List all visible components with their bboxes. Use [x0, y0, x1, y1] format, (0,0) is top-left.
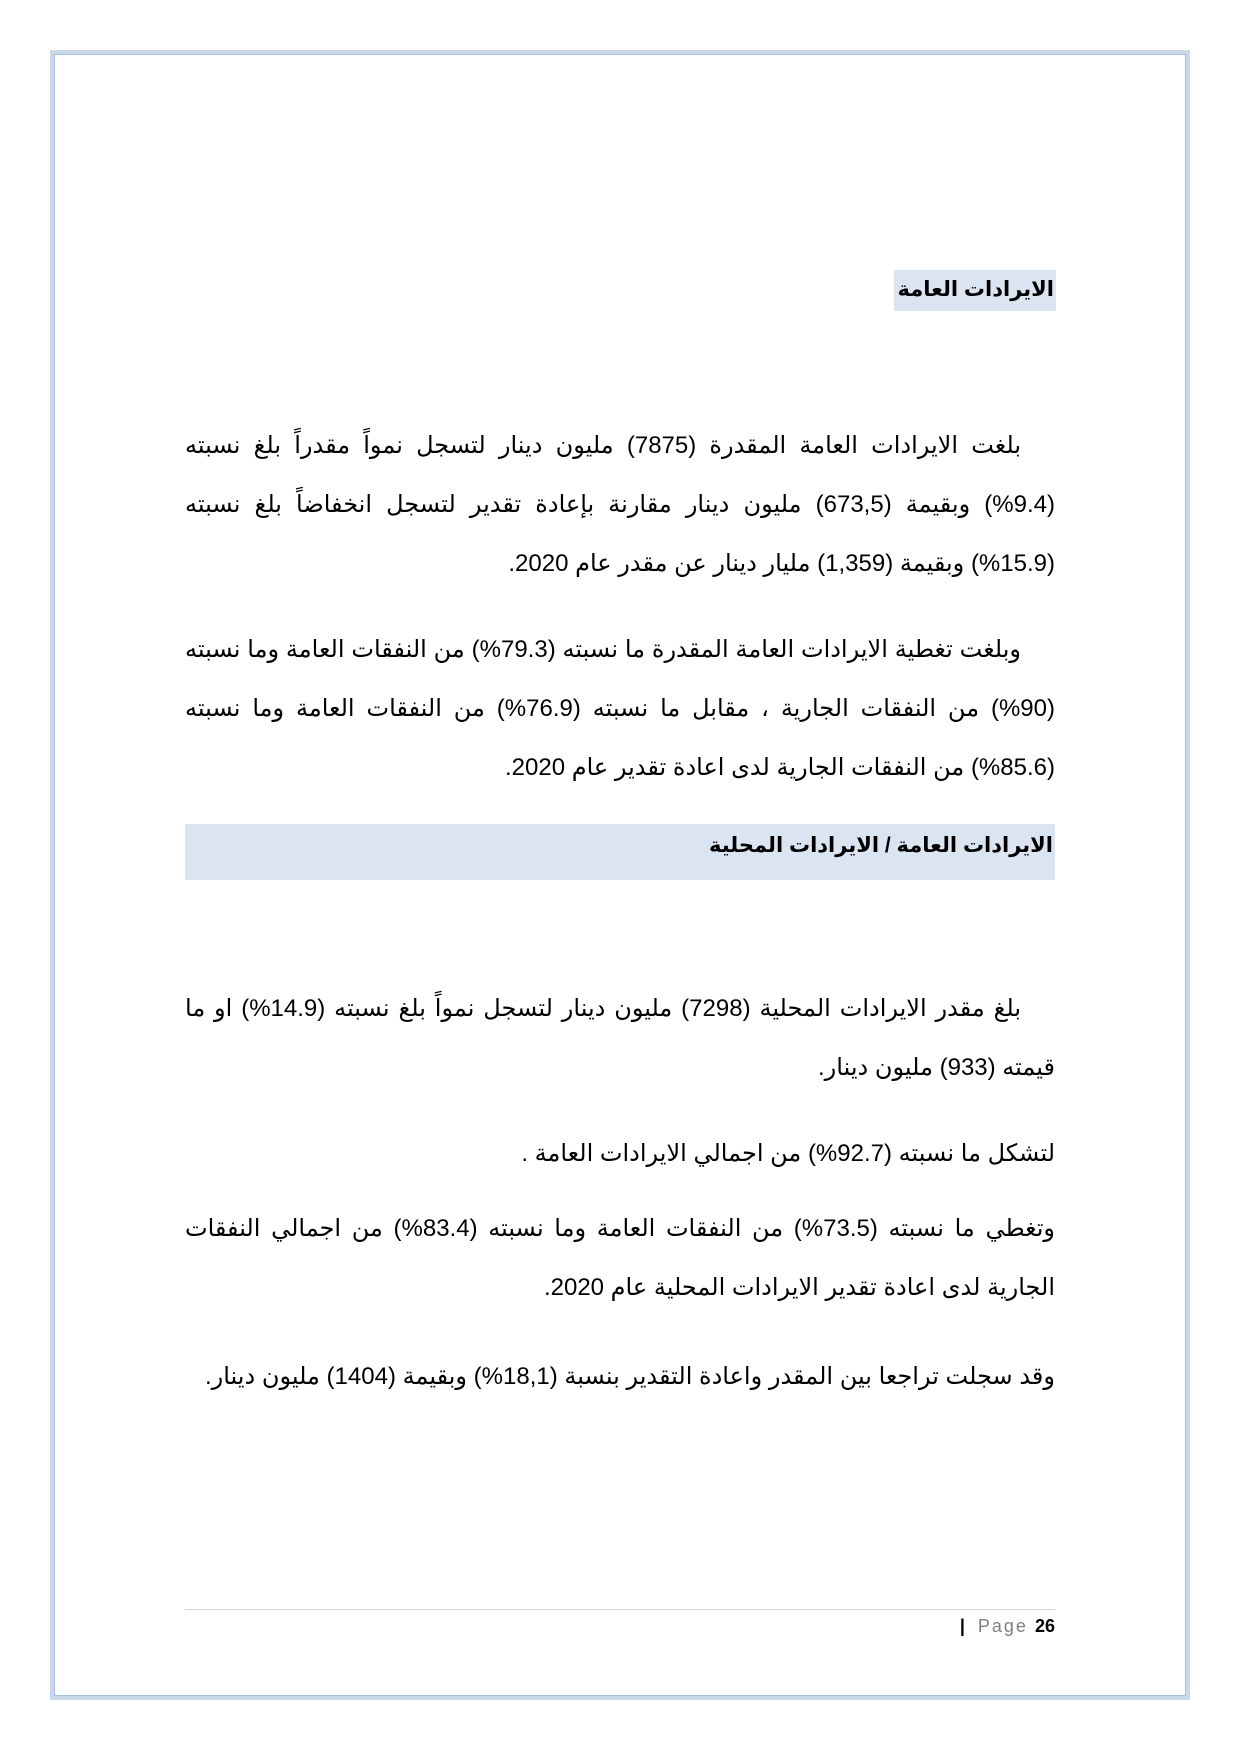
footer-page-number: 26 [1034, 1616, 1055, 1636]
paragraph-text: بلغت الايرادات العامة المقدرة (7875) مليون دينار لتسجل نمواً مقدراً بلغ نسبته (9.4%) وبقيمة (673,5) مليون دينار مقارنة بإعادة تقدير لتسجل انخفاضاً بلغ نسبته (15.9%) وبقيمة (1,359) مليار دينار عن مقدر عام 2020. [185, 432, 1055, 577]
paragraph-text: لتشكل ما نسبته (92.7%) من اجمالي الايرادات العامة . [521, 1140, 1055, 1167]
page-footer [960, 1614, 1055, 1638]
paragraph-local-revenue-share [185, 1124, 1055, 1183]
paragraph-local-revenue-estimate [185, 979, 1055, 1097]
footer-separator: | [959, 1616, 967, 1636]
paragraph-text: وقد سجلت تراجعا بين المقدر واعادة التقدير بنسبة (18,1%) وبقيمة (1404) مليون دينار. [204, 1363, 1055, 1390]
paragraph-local-revenue-decline [185, 1347, 1055, 1406]
footer-page-label: Page [977, 1616, 1028, 1636]
footer-divider [185, 1609, 1055, 1610]
paragraph-local-revenue-coverage [185, 1199, 1055, 1317]
section-heading-local-revenue: الايرادات العامة / الايرادات المحلية [185, 824, 1055, 880]
paragraph-text: وبلغت تغطية الايرادات العامة المقدرة ما نسبته (79.3%) من النفقات العامة وما نسبته (90%) من النفقات الجارية ، مقابل ما نسبته (76.9%) من النفقات العامة وما نسبته (85.6%) من النفقات الجارية لدى اعادة تقدير عام 2020. [185, 636, 1055, 781]
paragraph-revenue-coverage [185, 620, 1055, 797]
section-heading-general-revenue: الايرادات العامة [894, 270, 1056, 311]
paragraph-text: بلغ مقدر الايرادات المحلية (7298) مليون دينار لتسجل نمواً بلغ نسبته (14.9%) او ما قيمته (933) مليون دينار. [185, 995, 1055, 1081]
paragraph-text: وتغطي ما نسبته (73.5%) من النفقات العامة وما نسبته (83.4%) من اجمالي النفقات الجارية لدى اعادة تقدير الايرادات المحلية عام 2020. [185, 1215, 1055, 1301]
paragraph-estimated-revenue [185, 416, 1055, 593]
